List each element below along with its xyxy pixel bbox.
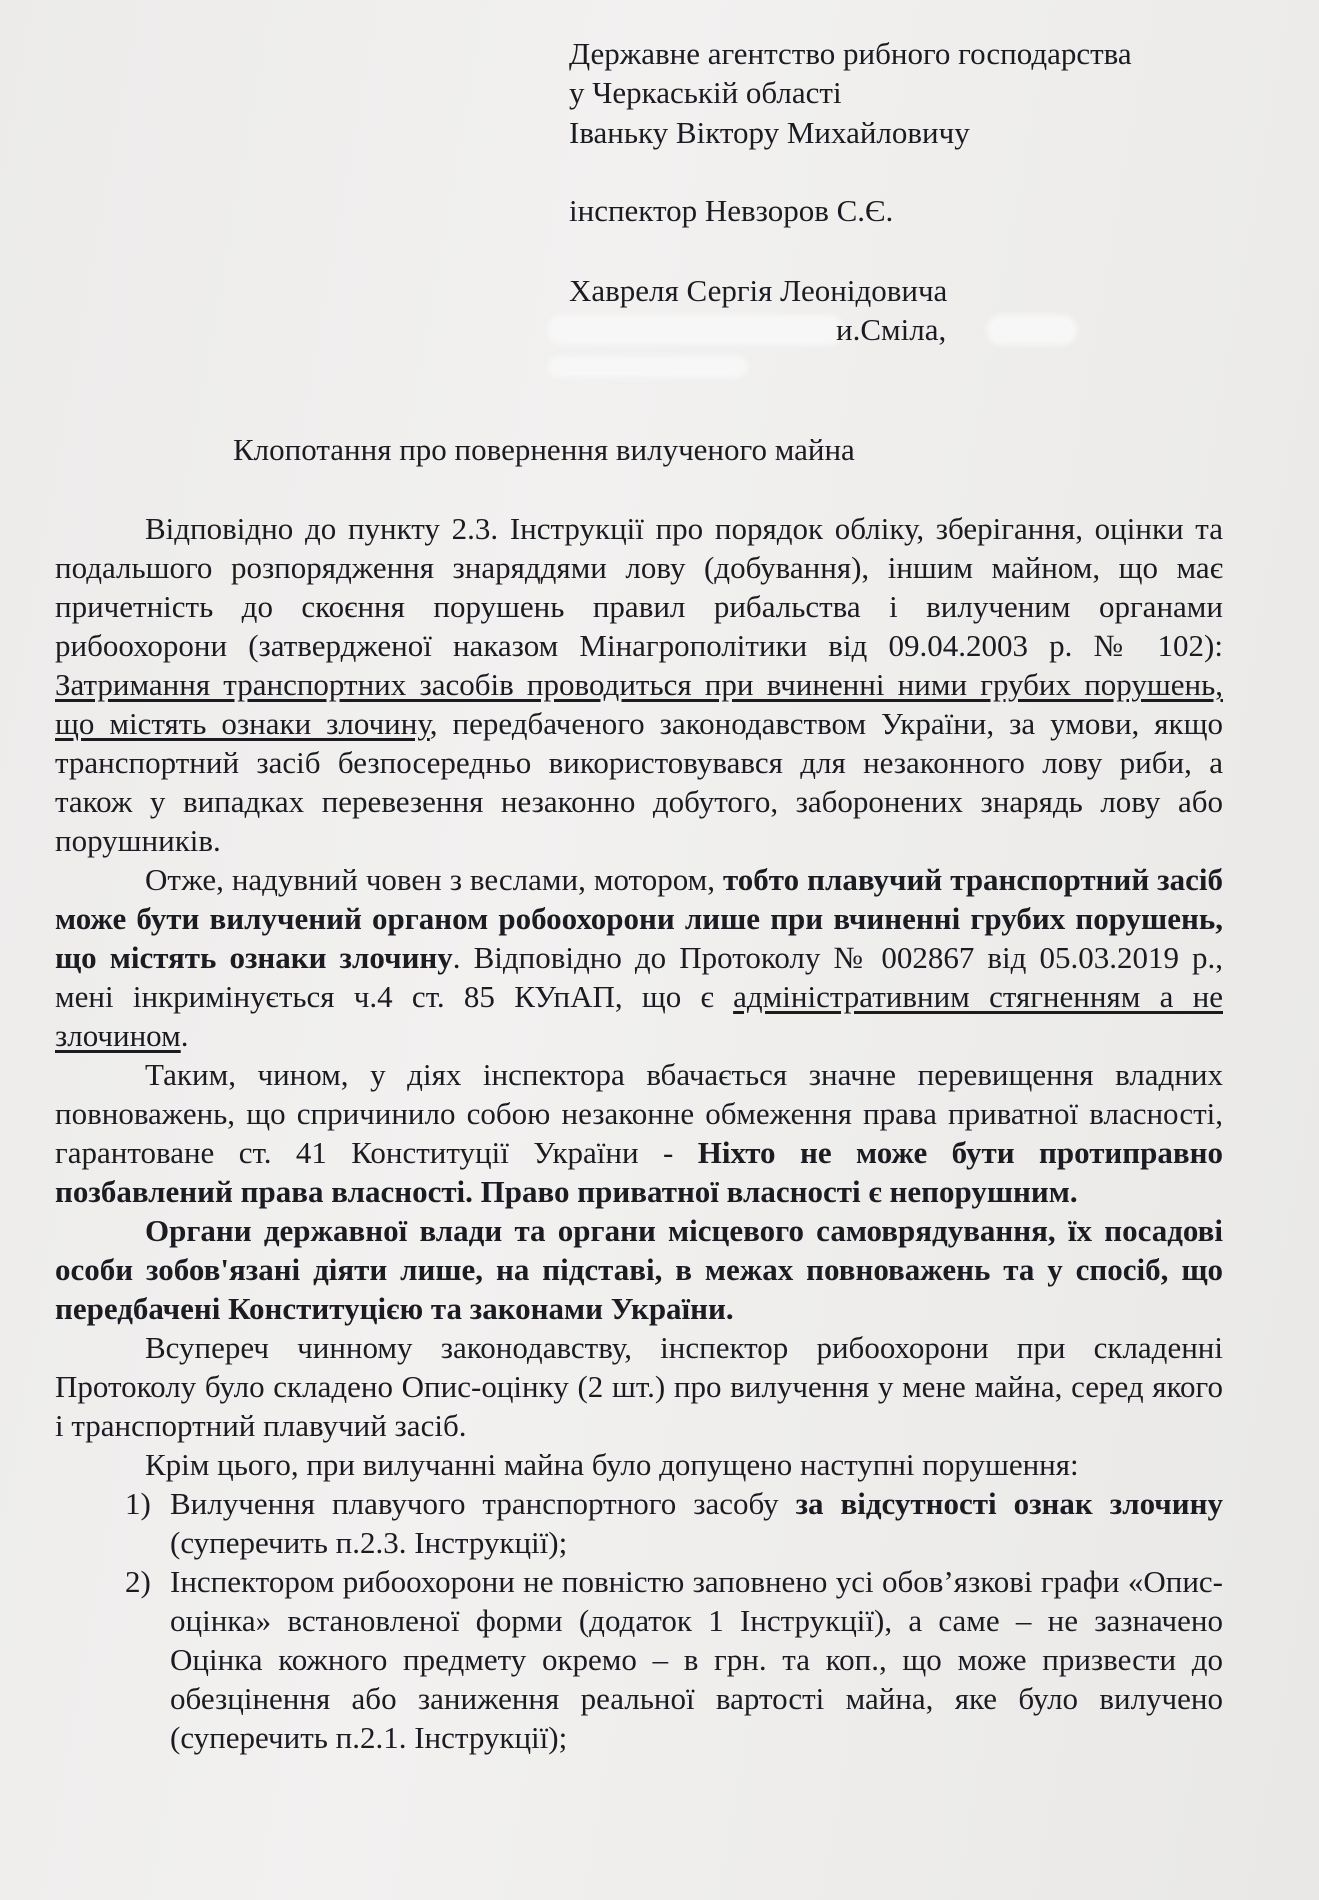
p3-text: Таким, чином, у діях інспектора вбачається значне перевищення владних повноважень, що спричинило собою незаконне обмеження права приватної власності, гарантоване ст. 41 Конституції України - <box>55 1057 1223 1170</box>
p2-text-end: . <box>180 1018 189 1053</box>
document-body <box>55 509 1223 1757</box>
paragraph-6: Крім цього, при вилучанні майна було допущено наступні порушення: <box>145 1447 1079 1482</box>
p4-bold: Органи державної влади та органи місцевого самоврядування, їх посадові особи зобов'язані діяти лише, на підставі, в межах повноважень та у спосіб, що передбачені Конституцією та законами України. <box>55 1213 1223 1326</box>
paragraph-1 <box>55 509 1223 860</box>
header-city: и.Сміла, <box>836 312 947 347</box>
p2-text-mid: . Відповідно до Протоколу № 002867 від 05.03.2019 р., мені інкримінується ч.4 ст. 85 КУпАП, що є <box>55 940 1223 1014</box>
list-item-1-bold: за відсутності ознак злочину <box>795 1486 1223 1521</box>
list-item-1-number: 1) <box>125 1486 151 1521</box>
redacted-address <box>548 315 843 345</box>
paragraph-5: Всупереч чинному законодавству, інспектор рибоохорони при складенні Протоколу було складено Опис-оцінку (2 шт.) про вилучення у мене майна, серед якого і транспортний плавучий засіб. <box>55 1330 1223 1443</box>
p1-underlined: Затримання транспортних засобів проводиться при вчиненні ними грубих порушень, що містять ознаки злочину <box>55 667 1223 741</box>
p2-text: Отже, надувний човен з веслами, мотором, <box>145 862 723 897</box>
p1-text-end: , передбаченого законодавством України, за умови, якщо транспортний засіб безпосередньо використовувався для незаконного лову риби, а також у випадках перевезення незаконно добутого, заборонених знарядь лову або порушників. <box>55 706 1223 858</box>
header-applicant: Хавреля Сергія Леонідовича <box>569 273 948 308</box>
p1-text: Відповідно до пункту 2.3. Інструкції про порядок обліку, зберігання, оцінки та подальшого розпорядження знаряддями лову (добування), іншим майном, що має причетність до скоєння порушень правил рибальства і вилученим органами рибоохорони (затвердженої наказом Мінагрополітики від 09.04.2003 р. № 102): <box>55 511 1223 663</box>
paragraph-4 <box>55 1211 1223 1328</box>
header-region: у Черкаській області <box>569 75 842 110</box>
redacted-phone <box>548 356 748 378</box>
list-item-2-text: Інспектором рибоохорони не повністю заповнено усі обов’язкові графи «Опис-оцінка» встановленої форми (додаток 1 Інструкції), а саме – не зазначено Оцінка кожного предмету окремо – в грн. та коп., що може призвести до обезцінення або заниження реальної вартості майна, яке було вилучено (суперечить п.2.1. Інструкції); <box>170 1564 1223 1755</box>
header-agency: Державне агентство рибного господарства <box>569 36 1132 71</box>
header-inspector: інспектор Невзоров С.Є. <box>569 193 894 228</box>
list-item-1-text: Вилучення плавучого транспортного засобу <box>170 1486 796 1521</box>
document-title: Клопотання про повернення вилученого майна <box>233 432 855 467</box>
p2-underlined: адміністративним стягненням а не злочином <box>55 979 1223 1053</box>
paragraph-3 <box>55 1055 1223 1211</box>
list-item-2-number: 2) <box>125 1564 151 1599</box>
list-item-2 <box>55 1562 1223 1757</box>
header-addressee: Іваньку Віктору Михайловичу <box>569 115 970 150</box>
list-item-1 <box>55 1484 1223 1562</box>
redacted-address-2 <box>987 315 1077 345</box>
p2-bold: тобто плавучий транспортний засіб може бути вилучений органом робоохорони лише при вчиненні грубих порушень, що містять ознаки злочину <box>55 862 1223 975</box>
list-item-1-text-end: (суперечить п.2.3. Інструкції); <box>170 1525 568 1560</box>
p3-bold: Ніхто не може бути протиправно позбавлений права власності. Право приватної власності є непорушним. <box>55 1135 1223 1209</box>
paragraph-2 <box>55 860 1223 1055</box>
